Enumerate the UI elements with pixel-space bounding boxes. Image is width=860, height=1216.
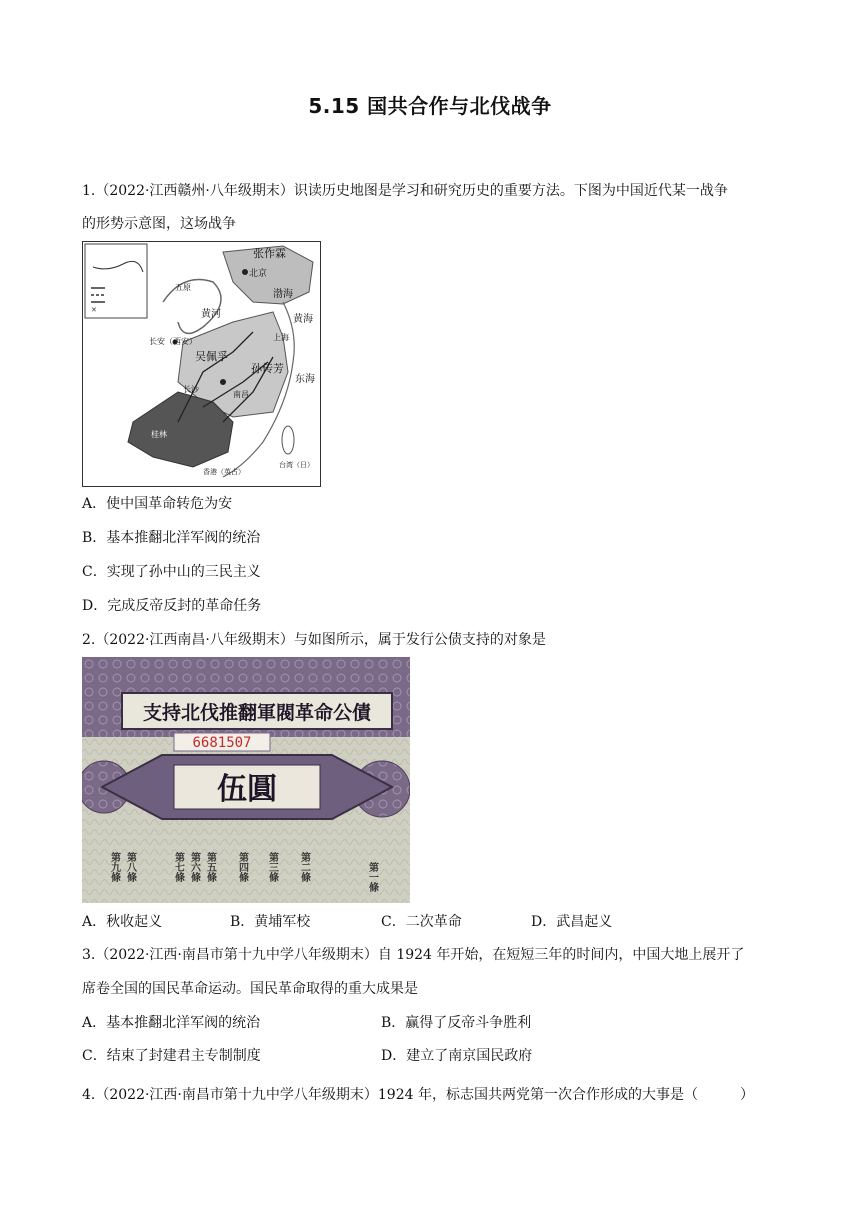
bond-graphic bbox=[82, 657, 410, 903]
q2-option-c[interactable]: C．二次革命 bbox=[381, 914, 462, 930]
map-label-changan: 长安（西安） bbox=[149, 337, 197, 346]
map-graphic bbox=[83, 242, 320, 486]
svg-text:✕: ✕ bbox=[91, 306, 97, 314]
q2-option-a[interactable]: A．秋收起义 bbox=[82, 914, 163, 930]
q1-stem-line1: 1.（2022·江西赣州·八年级期末）识读历史地图是学习和研究历史的重要方法。下图为中国近代某一战争 bbox=[82, 183, 728, 199]
bond-article-3: 第三條 bbox=[266, 852, 278, 882]
bond-article-1: 第一條 bbox=[366, 862, 378, 892]
q1-option-c[interactable]: C．实现了孙中山的三民主义 bbox=[82, 564, 261, 580]
page-title: 5.15 国共合作与北伐战争 bbox=[308, 94, 552, 118]
q4-stem: 4.（2022·江西·南昌市第十九中学八年级期末）1924 年，标志国共两党第一次合作形成的大事是（ ） bbox=[82, 1087, 754, 1103]
bond-article-4: 第四條 bbox=[236, 852, 248, 882]
map-label-huanghe: 黄河 bbox=[201, 309, 221, 320]
map-label-wuyuan: 五原 bbox=[175, 283, 191, 292]
q2-bond-image bbox=[82, 657, 410, 903]
q3-stem-line1: 3.（2022·江西·南昌市第十九中学八年级期末）自 1924 年开始，在短短三年的时间内，中国大地上展开了 bbox=[82, 947, 745, 963]
q3-option-a[interactable]: A．基本推翻北洋军阀的统治 bbox=[82, 1015, 261, 1031]
bond-title: 支持北伐推翻軍閥革命公債 bbox=[142, 702, 372, 724]
map-label-wu: 吴佩孚 bbox=[195, 350, 228, 363]
q2-stem: 2.（2022·江西南昌·八年级期末）与如图所示，属于发行公债支持的对象是 bbox=[82, 632, 546, 648]
map-label-taiwan: 台湾（日） bbox=[279, 461, 314, 469]
map-label-changsha: 长沙 bbox=[183, 385, 199, 394]
q1-option-b[interactable]: B．基本推翻北洋军阀的统治 bbox=[82, 530, 261, 546]
bond-value: 伍圓 bbox=[217, 772, 277, 807]
q2-option-d[interactable]: D．武昌起义 bbox=[531, 914, 613, 930]
q2-option-b[interactable]: B．黄埔军校 bbox=[230, 914, 311, 930]
bond-article-7: 第七條 bbox=[172, 852, 184, 882]
map-label-xianggang: 香港（英占） bbox=[203, 468, 245, 476]
q3-option-c[interactable]: C．结束了封建君主专制制度 bbox=[82, 1048, 261, 1064]
bond-article-5: 第五條 bbox=[204, 852, 216, 882]
map-label-nanchang: 南昌 bbox=[233, 390, 249, 399]
q3-stem-line2: 席卷全国的国民革命运动。国民革命取得的重大成果是 bbox=[82, 981, 418, 997]
map-label-bohai: 渤海 bbox=[273, 289, 293, 300]
q1-war-map bbox=[82, 241, 321, 487]
map-label-donghai: 东海 bbox=[295, 374, 315, 385]
bond-article-8: 第八條 bbox=[124, 852, 136, 882]
map-label-huanghai: 黄海 bbox=[293, 314, 313, 325]
bond-serial: 6681507 bbox=[192, 735, 252, 751]
bond-article-9: 第九條 bbox=[108, 852, 120, 882]
map-label-beijing: 北京 bbox=[249, 269, 268, 279]
map-label-sun: 孙传芳 bbox=[251, 362, 284, 375]
map-label-shanghai: 上海 bbox=[273, 333, 289, 342]
map-label-zhang: 张作霖 bbox=[253, 247, 286, 260]
q1-option-d[interactable]: D．完成反帝反封的革命任务 bbox=[82, 598, 262, 614]
bond-article-2: 第二條 bbox=[298, 852, 310, 882]
map-label-guilin: 桂林 bbox=[151, 430, 167, 439]
q1-stem-line2: 的形势示意图，这场战争 bbox=[82, 216, 236, 232]
q3-option-d[interactable]: D．建立了南京国民政府 bbox=[381, 1048, 533, 1064]
q3-option-b[interactable]: B．赢得了反帝斗争胜利 bbox=[381, 1015, 532, 1031]
q1-option-a[interactable]: A．使中国革命转危为安 bbox=[82, 496, 233, 512]
bond-article-6: 第六條 bbox=[188, 852, 200, 882]
